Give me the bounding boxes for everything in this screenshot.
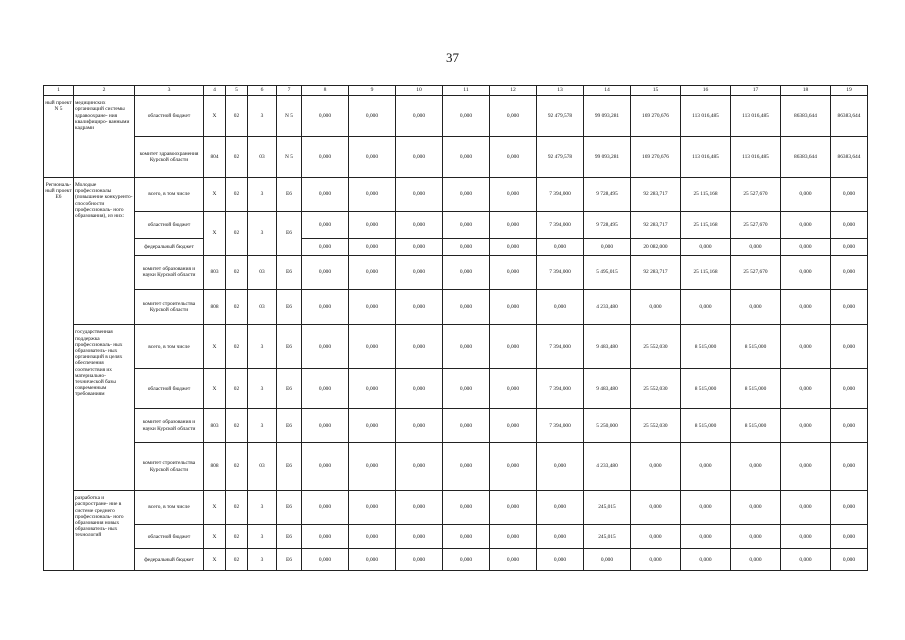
amount-cell: 0,000 [781, 443, 831, 491]
code-c5: 02 [226, 524, 248, 549]
amount-cell: 0,000 [302, 325, 349, 369]
amount-cell: 0,000 [537, 524, 584, 549]
amount-cell: 0,000 [396, 443, 443, 491]
amount-cell: 0,000 [443, 491, 490, 525]
code-c7: Е6 [277, 178, 302, 212]
amount-cell: 0,000 [302, 443, 349, 491]
funding-source: всего, в том числе [135, 491, 204, 525]
code-c6: 3 [248, 211, 277, 255]
amount-cell: 0,000 [302, 409, 349, 443]
amount-cell: 0,000 [831, 409, 868, 443]
amount-cell: 99 093,281 [584, 137, 631, 178]
amount-cell: 0,000 [349, 491, 396, 525]
amount-cell: 0,000 [302, 289, 349, 325]
funding-source: комитет строительства Курской области [135, 443, 204, 491]
amount-cell: 0,000 [443, 211, 490, 239]
amount-cell: 0,000 [537, 491, 584, 525]
amount-cell: 0,000 [681, 443, 731, 491]
amount-cell: 0,000 [490, 96, 537, 137]
amount-cell: 0,000 [349, 178, 396, 212]
amount-cell: 0,000 [349, 325, 396, 369]
code-c5: 02 [226, 549, 248, 571]
amount-cell: 25 115,168 [681, 178, 731, 212]
amount-cell: 0,000 [490, 491, 537, 525]
amount-cell: 169 270,676 [631, 96, 681, 137]
amount-cell: 0,000 [349, 137, 396, 178]
funding-source: областной бюджет [135, 96, 204, 137]
code-c7: N 5 [277, 137, 302, 178]
table-row [44, 369, 868, 409]
amount-cell: 92 479,578 [537, 137, 584, 178]
amount-cell: 92 283,717 [631, 255, 681, 289]
amount-cell: 0,000 [681, 239, 731, 255]
amount-cell: 0,000 [781, 178, 831, 212]
code-c7: Е6 [277, 524, 302, 549]
amount-cell: 86383,644 [781, 96, 831, 137]
amount-cell: 0,000 [443, 409, 490, 443]
code-c6: 3 [248, 96, 277, 137]
table-row [44, 409, 868, 443]
code-c4: X [204, 549, 226, 571]
column-number: 1 [44, 86, 74, 96]
amount-cell: 0,000 [396, 96, 443, 137]
column-number: 16 [681, 86, 731, 96]
page-number: 37 [446, 50, 459, 65]
column-number: 12 [490, 86, 537, 96]
code-c6: 03 [248, 137, 277, 178]
table-row [44, 289, 868, 325]
amount-cell: 0,000 [781, 369, 831, 409]
code-c4: X [204, 211, 226, 255]
amount-cell: 0,000 [490, 409, 537, 443]
amount-cell: 0,000 [681, 289, 731, 325]
amount-cell: 25 552,030 [631, 409, 681, 443]
amount-cell: 0,000 [443, 524, 490, 549]
amount-cell: 86383,644 [781, 137, 831, 178]
amount-cell: 0,000 [631, 443, 681, 491]
code-c5: 02 [226, 325, 248, 369]
code-c4: 804 [204, 137, 226, 178]
amount-cell: 0,000 [731, 491, 781, 525]
amount-cell: 9 728,495 [584, 211, 631, 239]
code-c4: X [204, 491, 226, 525]
amount-cell: 0,000 [349, 443, 396, 491]
code-c6: 03 [248, 289, 277, 325]
funding-source: федеральный бюджет [135, 239, 204, 255]
column-number: 10 [396, 86, 443, 96]
amount-cell: 0,000 [396, 289, 443, 325]
amount-cell: 0,000 [490, 211, 537, 239]
amount-cell: 0,000 [396, 255, 443, 289]
code-c6: 3 [248, 178, 277, 212]
amount-cell: 7 394,000 [537, 369, 584, 409]
amount-cell: 0,000 [831, 178, 868, 212]
column-number: 7 [277, 86, 302, 96]
amount-cell: 0,000 [731, 549, 781, 571]
code-c7: Е6 [277, 369, 302, 409]
table-row [44, 255, 868, 289]
amount-cell: 0,000 [349, 289, 396, 325]
amount-cell: 0,000 [831, 524, 868, 549]
amount-cell: 25 552,030 [631, 369, 681, 409]
amount-cell: 92 283,717 [631, 178, 681, 212]
amount-cell: 7 394,000 [537, 211, 584, 239]
amount-cell: 0,000 [443, 255, 490, 289]
amount-cell: 4 233,480 [584, 443, 631, 491]
column-number: 6 [248, 86, 277, 96]
amount-cell: 0,000 [443, 549, 490, 571]
code-c4: X [204, 325, 226, 369]
amount-cell: 0,000 [302, 96, 349, 137]
amount-cell: 92 283,717 [631, 211, 681, 239]
table-row [44, 239, 868, 255]
code-c4: 803 [204, 409, 226, 443]
code-c6: 3 [248, 491, 277, 525]
amount-cell: 0,000 [443, 443, 490, 491]
code-c7: Е6 [277, 409, 302, 443]
amount-cell: 9 483,480 [584, 325, 631, 369]
amount-cell: 0,000 [781, 491, 831, 525]
project-name: Региональ- ный проект Е6 [44, 178, 74, 571]
amount-cell: 25 527,670 [731, 255, 781, 289]
amount-cell: 7 394,000 [537, 409, 584, 443]
code-c4: 808 [204, 443, 226, 491]
amount-cell: 0,000 [584, 239, 631, 255]
code-c7: N 5 [277, 96, 302, 137]
amount-cell: 0,000 [781, 239, 831, 255]
column-number: 8 [302, 86, 349, 96]
amount-cell: 0,000 [349, 369, 396, 409]
amount-cell: 0,000 [490, 289, 537, 325]
funding-source: областной бюджет [135, 211, 204, 239]
amount-cell: 0,000 [537, 289, 584, 325]
column-number: 18 [781, 86, 831, 96]
funding-source: федеральный бюджет [135, 549, 204, 571]
amount-cell: 0,000 [349, 524, 396, 549]
funding-source: комитет образования и науки Курской области [135, 409, 204, 443]
amount-cell: 0,000 [396, 178, 443, 212]
table-row [44, 96, 868, 137]
code-c4: 808 [204, 289, 226, 325]
amount-cell: 0,000 [490, 255, 537, 289]
amount-cell: 169 270,676 [631, 137, 681, 178]
amount-cell: 0,000 [781, 255, 831, 289]
amount-cell: 0,000 [490, 524, 537, 549]
amount-cell: 0,000 [631, 289, 681, 325]
amount-cell: 0,000 [490, 325, 537, 369]
code-c4: 803 [204, 255, 226, 289]
funding-source: комитет строительства Курской области [135, 289, 204, 325]
amount-cell: 0,000 [681, 491, 731, 525]
amount-cell: 7 394,000 [537, 255, 584, 289]
event-name: Молодые профессионалы (повышение конкуренто- способности профессиональ- ного образования), из них: [74, 178, 135, 325]
amount-cell: 86383,644 [831, 137, 868, 178]
amount-cell: 0,000 [731, 443, 781, 491]
amount-cell: 8 515,000 [681, 409, 731, 443]
amount-cell: 0,000 [302, 211, 349, 239]
amount-cell: 0,000 [831, 211, 868, 239]
amount-cell: 0,000 [302, 137, 349, 178]
amount-cell: 0,000 [302, 549, 349, 571]
amount-cell: 113 016,485 [731, 137, 781, 178]
funding-source: всего, в том числе [135, 178, 204, 212]
amount-cell: 0,000 [681, 524, 731, 549]
amount-cell: 0,000 [490, 137, 537, 178]
amount-cell: 113 016,485 [731, 96, 781, 137]
column-number: 13 [537, 86, 584, 96]
code-c4: X [204, 524, 226, 549]
amount-cell: 5 250,000 [584, 409, 631, 443]
code-c5: 02 [226, 211, 248, 255]
amount-cell: 7 394,000 [537, 178, 584, 212]
code-c7: Е6 [277, 549, 302, 571]
amount-cell: 0,000 [302, 491, 349, 525]
amount-cell: 0,000 [396, 325, 443, 369]
code-c5: 02 [226, 409, 248, 443]
amount-cell: 0,000 [349, 549, 396, 571]
event-name: разработка и распростране- ние в системе среднего профессиональ- ного образования новых образователь- ных технологий [74, 491, 135, 571]
table-row [44, 443, 868, 491]
amount-cell: 92 479,578 [537, 96, 584, 137]
amount-cell: 0,000 [396, 409, 443, 443]
amount-cell: 0,000 [731, 239, 781, 255]
amount-cell: 0,000 [349, 255, 396, 289]
code-c6: 3 [248, 369, 277, 409]
code-c5: 02 [226, 178, 248, 212]
amount-cell: 0,000 [349, 409, 396, 443]
code-c5: 02 [226, 369, 248, 409]
code-c6: 3 [248, 325, 277, 369]
amount-cell: 0,000 [443, 137, 490, 178]
code-c5: 02 [226, 289, 248, 325]
amount-cell: 0,000 [302, 255, 349, 289]
amount-cell: 0,000 [831, 325, 868, 369]
amount-cell: 0,000 [443, 289, 490, 325]
code-c5: 02 [226, 255, 248, 289]
amount-cell: 4 233,480 [584, 289, 631, 325]
amount-cell: 9 728,495 [584, 178, 631, 212]
amount-cell: 113 016,485 [681, 137, 731, 178]
event-name: медицинских организаций системы здравоохране- ния квалифициро- ванными кадрами [74, 96, 135, 178]
column-number: 15 [631, 86, 681, 96]
column-number: 19 [831, 86, 868, 96]
amount-cell: 8 515,000 [731, 325, 781, 369]
amount-cell: 0,000 [781, 211, 831, 239]
project-name: ный проект N 5 [44, 96, 74, 178]
amount-cell: 0,000 [681, 549, 731, 571]
code-c6: 03 [248, 443, 277, 491]
amount-cell: 25 552,030 [631, 325, 681, 369]
amount-cell: 0,000 [831, 491, 868, 525]
table-row [44, 491, 868, 525]
amount-cell: 0,000 [490, 178, 537, 212]
amount-cell: 0,000 [781, 325, 831, 369]
amount-cell: 0,000 [631, 549, 681, 571]
table-row [44, 137, 868, 178]
amount-cell: 0,000 [781, 289, 831, 325]
amount-cell: 0,000 [537, 443, 584, 491]
amount-cell: 0,000 [781, 549, 831, 571]
amount-cell: 7 394,000 [537, 325, 584, 369]
funding-source: областной бюджет [135, 369, 204, 409]
amount-cell: 9 483,480 [584, 369, 631, 409]
amount-cell: 0,000 [349, 211, 396, 239]
amount-cell: 0,000 [302, 239, 349, 255]
amount-cell: 25 527,670 [731, 211, 781, 239]
funding-source: всего, в том числе [135, 325, 204, 369]
amount-cell: 245,015 [584, 524, 631, 549]
amount-cell: 0,000 [396, 239, 443, 255]
amount-cell: 0,000 [349, 239, 396, 255]
amount-cell: 0,000 [537, 239, 584, 255]
amount-cell: 0,000 [831, 443, 868, 491]
funding-source: областной бюджет [135, 524, 204, 549]
code-c4: X [204, 96, 226, 137]
amount-cell: 5 495,015 [584, 255, 631, 289]
amount-cell: 0,000 [396, 491, 443, 525]
column-number: 4 [204, 86, 226, 96]
column-number: 2 [74, 86, 135, 96]
code-c5: 02 [226, 443, 248, 491]
code-c7: Е6 [277, 491, 302, 525]
amount-cell: 0,000 [781, 524, 831, 549]
amount-cell: 0,000 [396, 137, 443, 178]
code-c5: 02 [226, 96, 248, 137]
amount-cell: 0,000 [443, 178, 490, 212]
amount-cell: 0,000 [490, 369, 537, 409]
column-number: 3 [135, 86, 204, 96]
amount-cell: 0,000 [396, 524, 443, 549]
amount-cell: 8 515,000 [681, 325, 731, 369]
code-c6: 3 [248, 549, 277, 571]
amount-cell: 8 515,000 [731, 409, 781, 443]
table-row [44, 549, 868, 571]
amount-cell: 0,000 [831, 549, 868, 571]
amount-cell: 8 515,000 [731, 369, 781, 409]
code-c6: 03 [248, 255, 277, 289]
amount-cell: 245,015 [584, 491, 631, 525]
amount-cell: 0,000 [631, 491, 681, 525]
amount-cell: 0,000 [302, 524, 349, 549]
code-c5: 02 [226, 491, 248, 525]
amount-cell: 0,000 [490, 549, 537, 571]
amount-cell: 0,000 [490, 443, 537, 491]
amount-cell: 0,000 [831, 289, 868, 325]
amount-cell: 113 016,485 [681, 96, 731, 137]
amount-cell: 0,000 [731, 524, 781, 549]
table-row [44, 524, 868, 549]
amount-cell: 0,000 [396, 369, 443, 409]
code-c7: Е6 [277, 211, 302, 255]
amount-cell: 0,000 [396, 549, 443, 571]
table-row [44, 211, 868, 239]
amount-cell: 0,000 [584, 549, 631, 571]
amount-cell: 25 527,670 [731, 178, 781, 212]
amount-cell: 99 093,281 [584, 96, 631, 137]
funding-source: комитет образования и науки Курской области [135, 255, 204, 289]
column-number: 5 [226, 86, 248, 96]
amount-cell: 0,000 [443, 239, 490, 255]
code-c6: 3 [248, 409, 277, 443]
code-c7: Е6 [277, 325, 302, 369]
code-c6: 3 [248, 524, 277, 549]
event-name: государственная поддержка профессиональ- ных образователь- ных организаций в целях обеспечения соответствия их материально- технической базы современным требованиям [74, 325, 135, 491]
table-row [44, 178, 868, 212]
column-number: 17 [731, 86, 781, 96]
amount-cell: 0,000 [781, 409, 831, 443]
budget-table [43, 85, 868, 571]
code-c5: 02 [226, 137, 248, 178]
amount-cell: 0,000 [349, 96, 396, 137]
amount-cell: 86383,644 [831, 96, 868, 137]
header-row [44, 86, 868, 96]
amount-cell: 0,000 [490, 239, 537, 255]
amount-cell: 8 515,000 [681, 369, 731, 409]
amount-cell: 0,000 [443, 96, 490, 137]
amount-cell: 0,000 [537, 549, 584, 571]
column-number: 11 [443, 86, 490, 96]
code-c4: X [204, 369, 226, 409]
amount-cell: 0,000 [302, 178, 349, 212]
amount-cell: 0,000 [443, 369, 490, 409]
amount-cell: 20 082,000 [631, 239, 681, 255]
amount-cell: 0,000 [302, 369, 349, 409]
amount-cell: 0,000 [443, 325, 490, 369]
amount-cell: 0,000 [831, 239, 868, 255]
code-c7: Е6 [277, 255, 302, 289]
amount-cell: 25 115,168 [681, 255, 731, 289]
amount-cell: 0,000 [631, 524, 681, 549]
table-row [44, 325, 868, 369]
amount-cell: 0,000 [731, 289, 781, 325]
column-number: 14 [584, 86, 631, 96]
amount-cell: 0,000 [831, 369, 868, 409]
column-number: 9 [349, 86, 396, 96]
funding-source: комитет здравоохранения Курской области [135, 137, 204, 178]
code-c7: Е6 [277, 289, 302, 325]
amount-cell: 25 115,168 [681, 211, 731, 239]
code-c4: X [204, 178, 226, 212]
code-c7: Е6 [277, 443, 302, 491]
amount-cell: 0,000 [396, 211, 443, 239]
amount-cell: 0,000 [831, 255, 868, 289]
